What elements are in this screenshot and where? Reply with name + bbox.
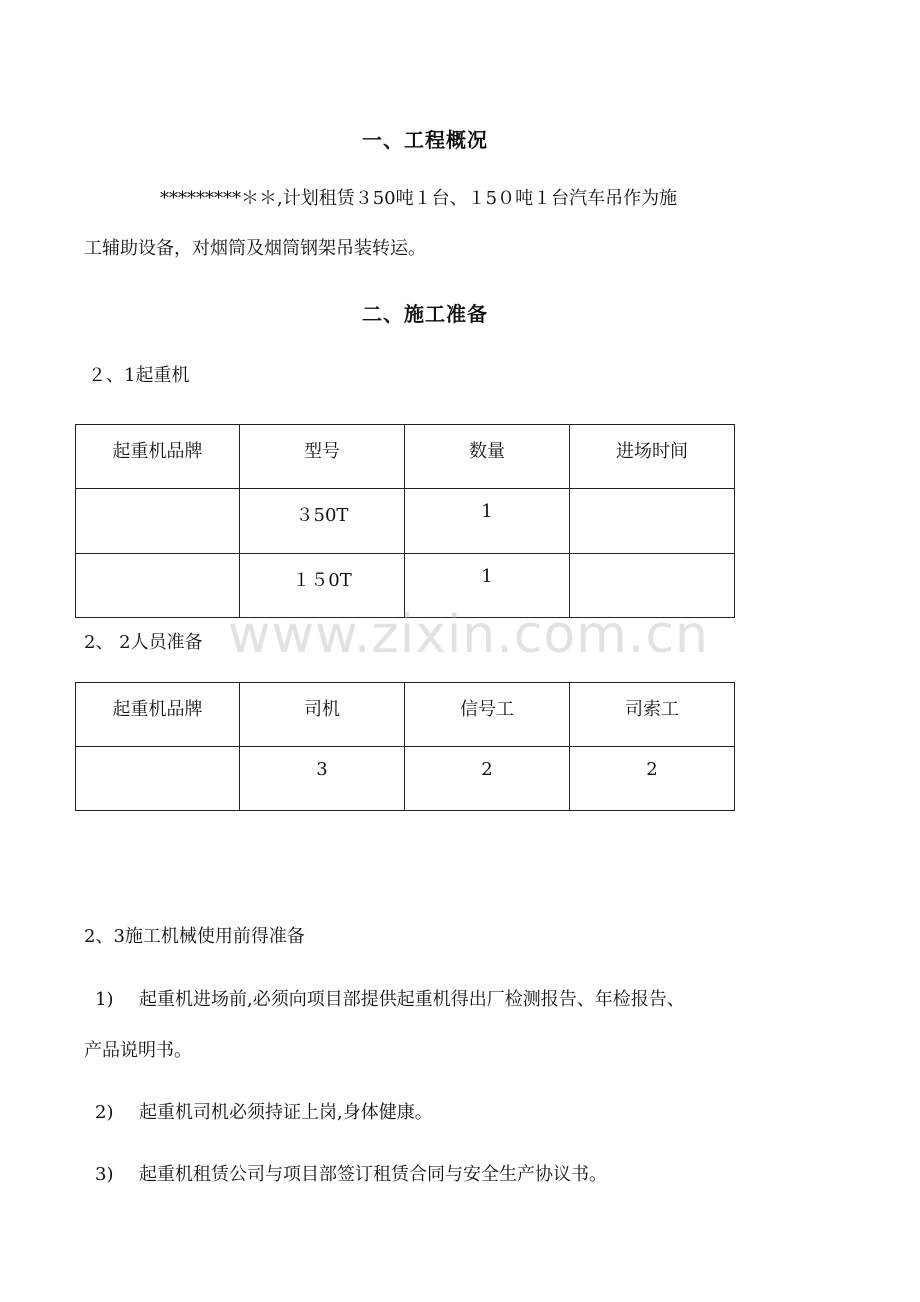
overview-paragraph-line-1: *********＊＊,计划租赁３50吨１台、１5０吨１台汽车吊作为施: [160, 188, 678, 209]
subsection-2-2-title: 2、 2人员准备: [84, 632, 203, 653]
table-header-row: [76, 683, 735, 747]
header-cell: 起重机品牌: [76, 683, 240, 747]
list-item-text: 起重机进场前,必须向项目部提供起重机得出厂检测报告、年检报告、: [139, 989, 685, 1010]
table-cell: １５0T: [240, 554, 405, 618]
table-cell: [76, 489, 240, 554]
header-cell: 司机: [240, 683, 405, 747]
table-cell: ３50T: [240, 489, 405, 554]
table-cell: [76, 554, 240, 618]
personnel-table: [75, 682, 735, 811]
table-cell: 1: [405, 554, 570, 618]
table-cell: 3: [240, 747, 405, 811]
table-cell: 1: [405, 489, 570, 554]
subsection-2-3-title: 2、3施工机械使用前得准备: [84, 926, 305, 947]
crane-table: [75, 424, 735, 618]
table-row: [76, 747, 735, 811]
header-cell: 起重机品牌: [76, 425, 240, 489]
table-header-row: [76, 425, 735, 489]
header-cell: 司索工: [570, 683, 735, 747]
header-cell: 信号工: [405, 683, 570, 747]
header-cell: 数量: [405, 425, 570, 489]
list-item-number: 1): [95, 989, 114, 1010]
subsection-2-1-title: ２、1起重机: [88, 365, 190, 386]
watermark-text: www.zixin.com.cn: [228, 605, 709, 665]
list-item-text-continued: 产品说明书。: [84, 1040, 192, 1061]
header-cell: 型号: [240, 425, 405, 489]
table-cell: 2: [570, 747, 735, 811]
header-cell: 进场时间: [570, 425, 735, 489]
table-cell: [76, 747, 240, 811]
overview-paragraph-line-2: 工辅助设备，对烟筒及烟筒钢架吊装转运。: [84, 238, 426, 259]
section-2-heading: 二、施工准备: [362, 302, 488, 326]
section-1-heading: 一、工程概况: [362, 128, 488, 152]
table-cell: 2: [405, 747, 570, 811]
table-row: [76, 489, 735, 554]
list-item-text: 起重机租赁公司与项目部签订租赁合同与安全生产协议书。: [139, 1164, 607, 1185]
list-item-number: 2): [95, 1102, 114, 1123]
list-item-text: 起重机司机必须持证上岗,身体健康。: [139, 1102, 433, 1123]
table-cell: [570, 489, 735, 554]
list-item-number: 3): [95, 1164, 114, 1185]
